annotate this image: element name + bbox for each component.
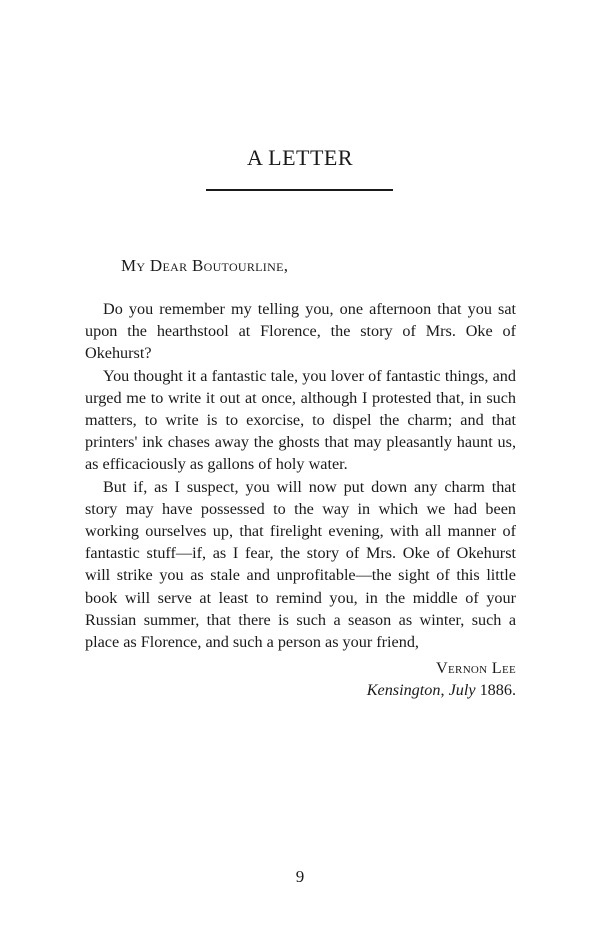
letter-body [85,298,516,653]
letter-paragraph-1: Do you remember my telling you, one afternoon that you sat upon the hearthstool at Florence, the story of Mrs. Oke of Okehurst? [85,300,516,363]
letter-paragraph-3: But if, as I suspect, you will now put down any charm that story may have possessed to the way in which we had been working ourselves up, that firelight evening, with all manner of fantastic stuff—if, as I fear, the story of Mrs. Oke of Okehurst will strike you as stale and unprofitable—the sight of this little book will serve at least to remind you, in the middle of your Russian summer, that there is such a season as winter, such a place as Florence, and such a person as your friend, [85,477,516,652]
signature-place: Kensington [366,681,441,700]
letter-paragraph-2: You thought it a fantastic tale, you lover of fantastic things, and urged me to write it out at once, although I protested that, in such matters, to write is to exorcise, to dispel the charm; and that printers' ink chases away the ghosts that may pleasantly haunt us, as efficaciously as gallons of holy water. [85,366,516,474]
page-number: 9 [295,867,305,886]
signature-year: 1886. [475,681,516,700]
letter-signature [85,657,516,701]
title-underline-divider [206,189,393,191]
chapter-title: A LETTER [246,145,354,170]
signature-separator: , [440,681,449,700]
signature-place-date [85,679,516,701]
signature-author-name: Vernon Lee [436,659,516,677]
signature-month: July [448,681,476,700]
letter-salutation: My Dear Boutourline, [121,256,289,275]
